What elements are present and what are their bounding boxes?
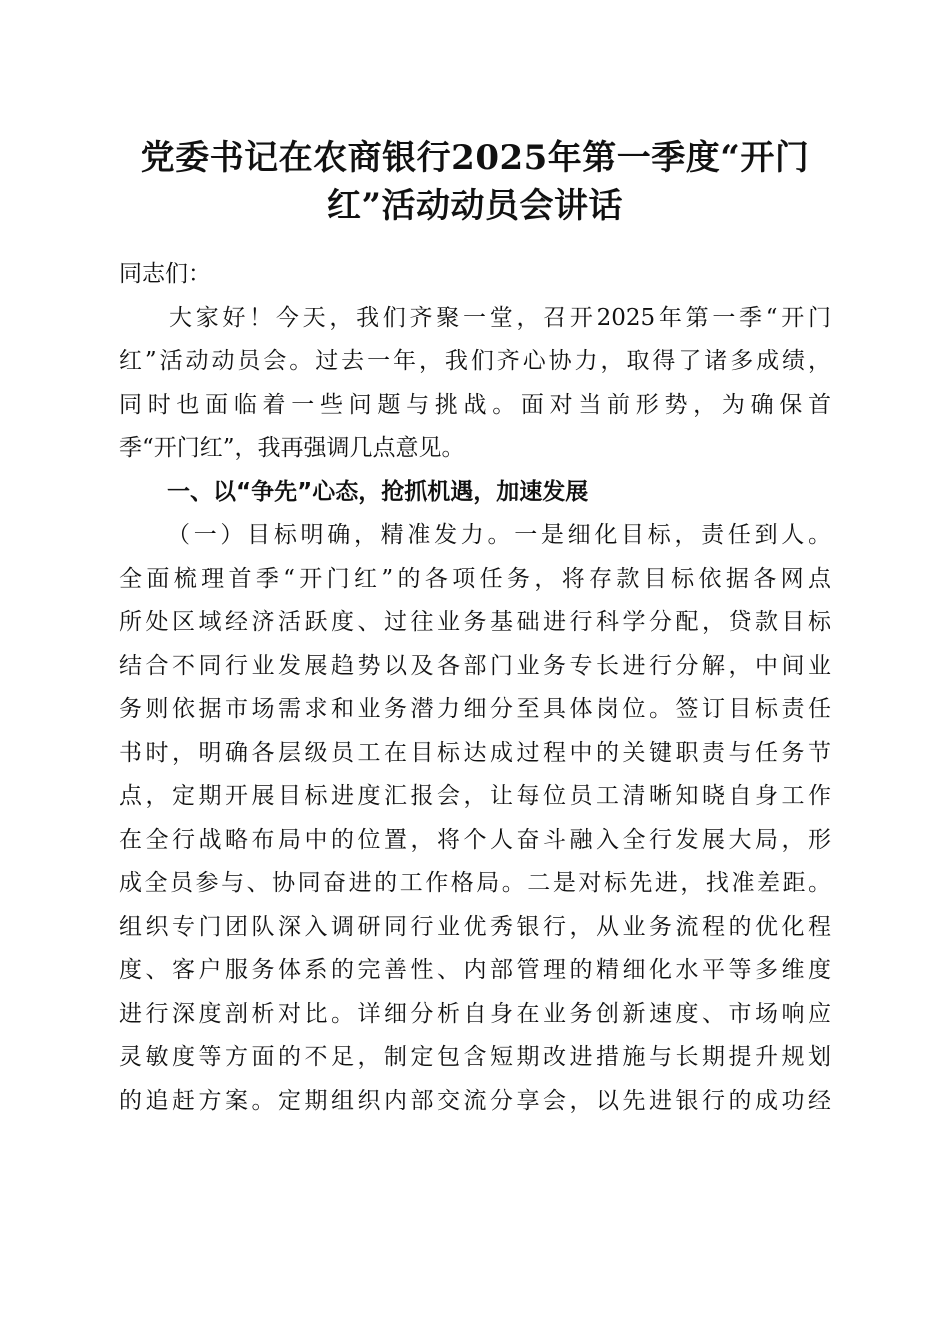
- paragraph-line: 进行深度剖析对比。详细分析自身在业务创新速度、市场响应: [119, 1000, 831, 1027]
- title-line-1: 党委书记在农商银行2025年第一季度“开门: [140, 138, 810, 178]
- paragraph-line: （一）目标明确，精准发力。一是细化目标，责任到人。: [167, 522, 831, 548]
- paragraph-line: 在全行战略布局中的位置，将个人奋斗融入全行发展大局，形: [119, 826, 831, 853]
- salutation: 同志们：: [119, 261, 211, 287]
- document-title: [100, 134, 850, 230]
- paragraph-line: 成全员参与、协同奋进的工作格局。二是对标先进，找准差距。: [119, 870, 831, 896]
- document-body: [119, 253, 831, 1123]
- intro-line: 同时也面临着一些问题与挑战。面对当前形势，为确保首: [119, 391, 831, 418]
- paragraph-line: 点，定期开展目标进度汇报会，让每位员工清晰知晓自身工作: [119, 783, 831, 809]
- paragraph-line: 灵敏度等方面的不足，制定包含短期改进措施与长期提升规划: [119, 1044, 831, 1070]
- paragraph-line: 全面梳理首季“开门红”的各项任务，将存款目标依据各网点: [119, 565, 831, 592]
- intro-line: 红”活动动员会。过去一年，我们齐心协力，取得了诸多成绩，: [119, 348, 831, 374]
- section-heading: 一、以“争先”心态，抢抓机遇，加速发展: [167, 478, 589, 505]
- intro-line: 季“开门红”，我再强调几点意见。: [119, 435, 465, 461]
- paragraph-line: 度、客户服务体系的完善性、内部管理的精细化水平等多维度: [119, 957, 831, 983]
- intro-line: 大家好！今天，我们齐聚一堂，召开2025年第一季“开门: [169, 304, 831, 331]
- paragraph-line: 务则依据市场需求和业务潜力细分至具体岗位。签订目标责任: [119, 696, 831, 722]
- title-line-2: 红”活动动员会讲话: [326, 186, 624, 226]
- paragraph-line: 的追赶方案。定期组织内部交流分享会，以先进银行的成功经: [119, 1087, 831, 1114]
- paragraph-line: 结合不同行业发展趋势以及各部门业务专长进行分解，中间业: [119, 652, 831, 679]
- paragraph-line: 书时，明确各层级员工在目标达成过程中的关键职责与任务节: [119, 739, 831, 766]
- paragraph-line: 所处区域经济活跃度、过往业务基础进行科学分配，贷款目标: [119, 609, 831, 635]
- paragraph-line: 组织专门团队深入调研同行业优秀银行，从业务流程的优化程: [119, 913, 831, 940]
